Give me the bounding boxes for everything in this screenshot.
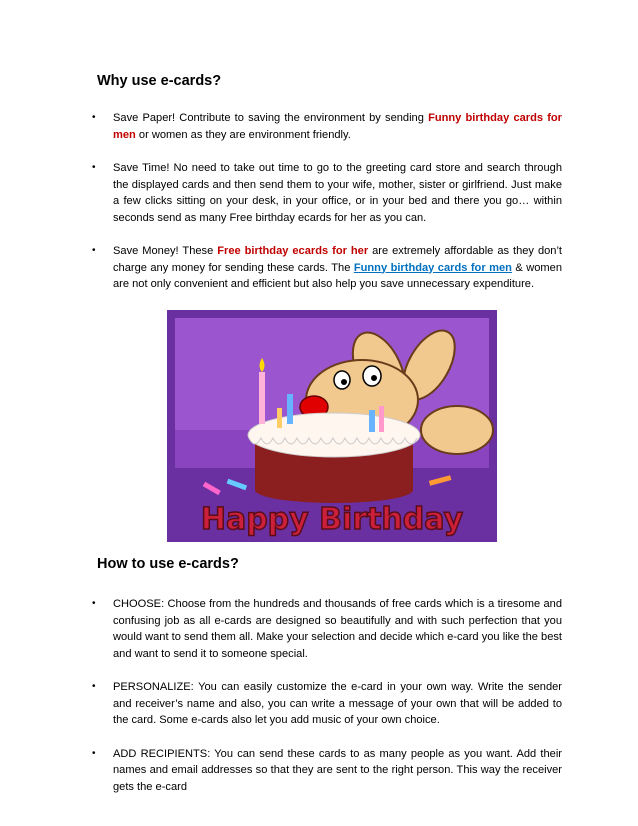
highlight-text: Funny birthday cards for men (113, 112, 563, 141)
dog-body (421, 406, 493, 454)
list-item: • Save Money! These Free birthday ecards for her are extremely affordable as they don’t charge any money for sending these cards. The Funny birthday cards for men & women are not only convenient and efficient but also help you save unnecessary expenditure. (92, 245, 563, 290)
bullet-icon: • (92, 747, 96, 759)
funny-birthday-cards-link[interactable]: Funny birthday cards for men (353, 261, 512, 274)
section-heading-how: How to use e-cards? (97, 556, 239, 572)
happy-birthday-banner: Happy Birthday (200, 502, 464, 537)
bullet-icon: • (92, 162, 96, 173)
list-item: • Save Paper! Contribute to saving the environment by sending Funny birthday cards for men or women as they are environment friendly. (92, 112, 563, 141)
section-heading-why: Why use e-cards? (97, 73, 222, 89)
bullet-icon: • (92, 245, 96, 256)
list-item: • ADD RECIPIENTS: You can send these cards to as many people as you want. Add their names and email addresses so that they are sent to the right person. This way the receiver gets the e-card (92, 747, 562, 793)
bullet-icon: • (92, 112, 96, 123)
highlight-text: Free birthday ecards for her (217, 245, 369, 257)
cake-frosting (248, 413, 420, 457)
list-item: • PERSONALIZE: You can easily customize the e-card in your own way. Write the sender and receiver’s name and also, you can write a message of your own that will be added to the card. Some e-cards also let you add music of your own choice. (92, 681, 562, 726)
list-item: • CHOOSE: Choose from the hundreds and thousands of free cards which is a tiresome and confusing job as all e-cards are designed so beautifully and with such perfection that you would want to send them all. Make your selection and decide which e-card you like the best and want to send it to someone special. (92, 598, 562, 660)
bullet-icon: • (92, 598, 96, 609)
why-list (90, 110, 562, 310)
how-list (90, 596, 562, 812)
bullet-icon: • (92, 681, 96, 692)
birthday-card-image (167, 310, 497, 542)
list-item: • Save Time! No need to take out time to go to the greeting card store and search through the displayed cards and then send them to your wife, mother, sister or girlfriend. Just make a few clicks sitting on your desk, in your office, or in your bed and there you go… within seconds send as many Free birthday ecards for her as you can. (92, 162, 562, 224)
